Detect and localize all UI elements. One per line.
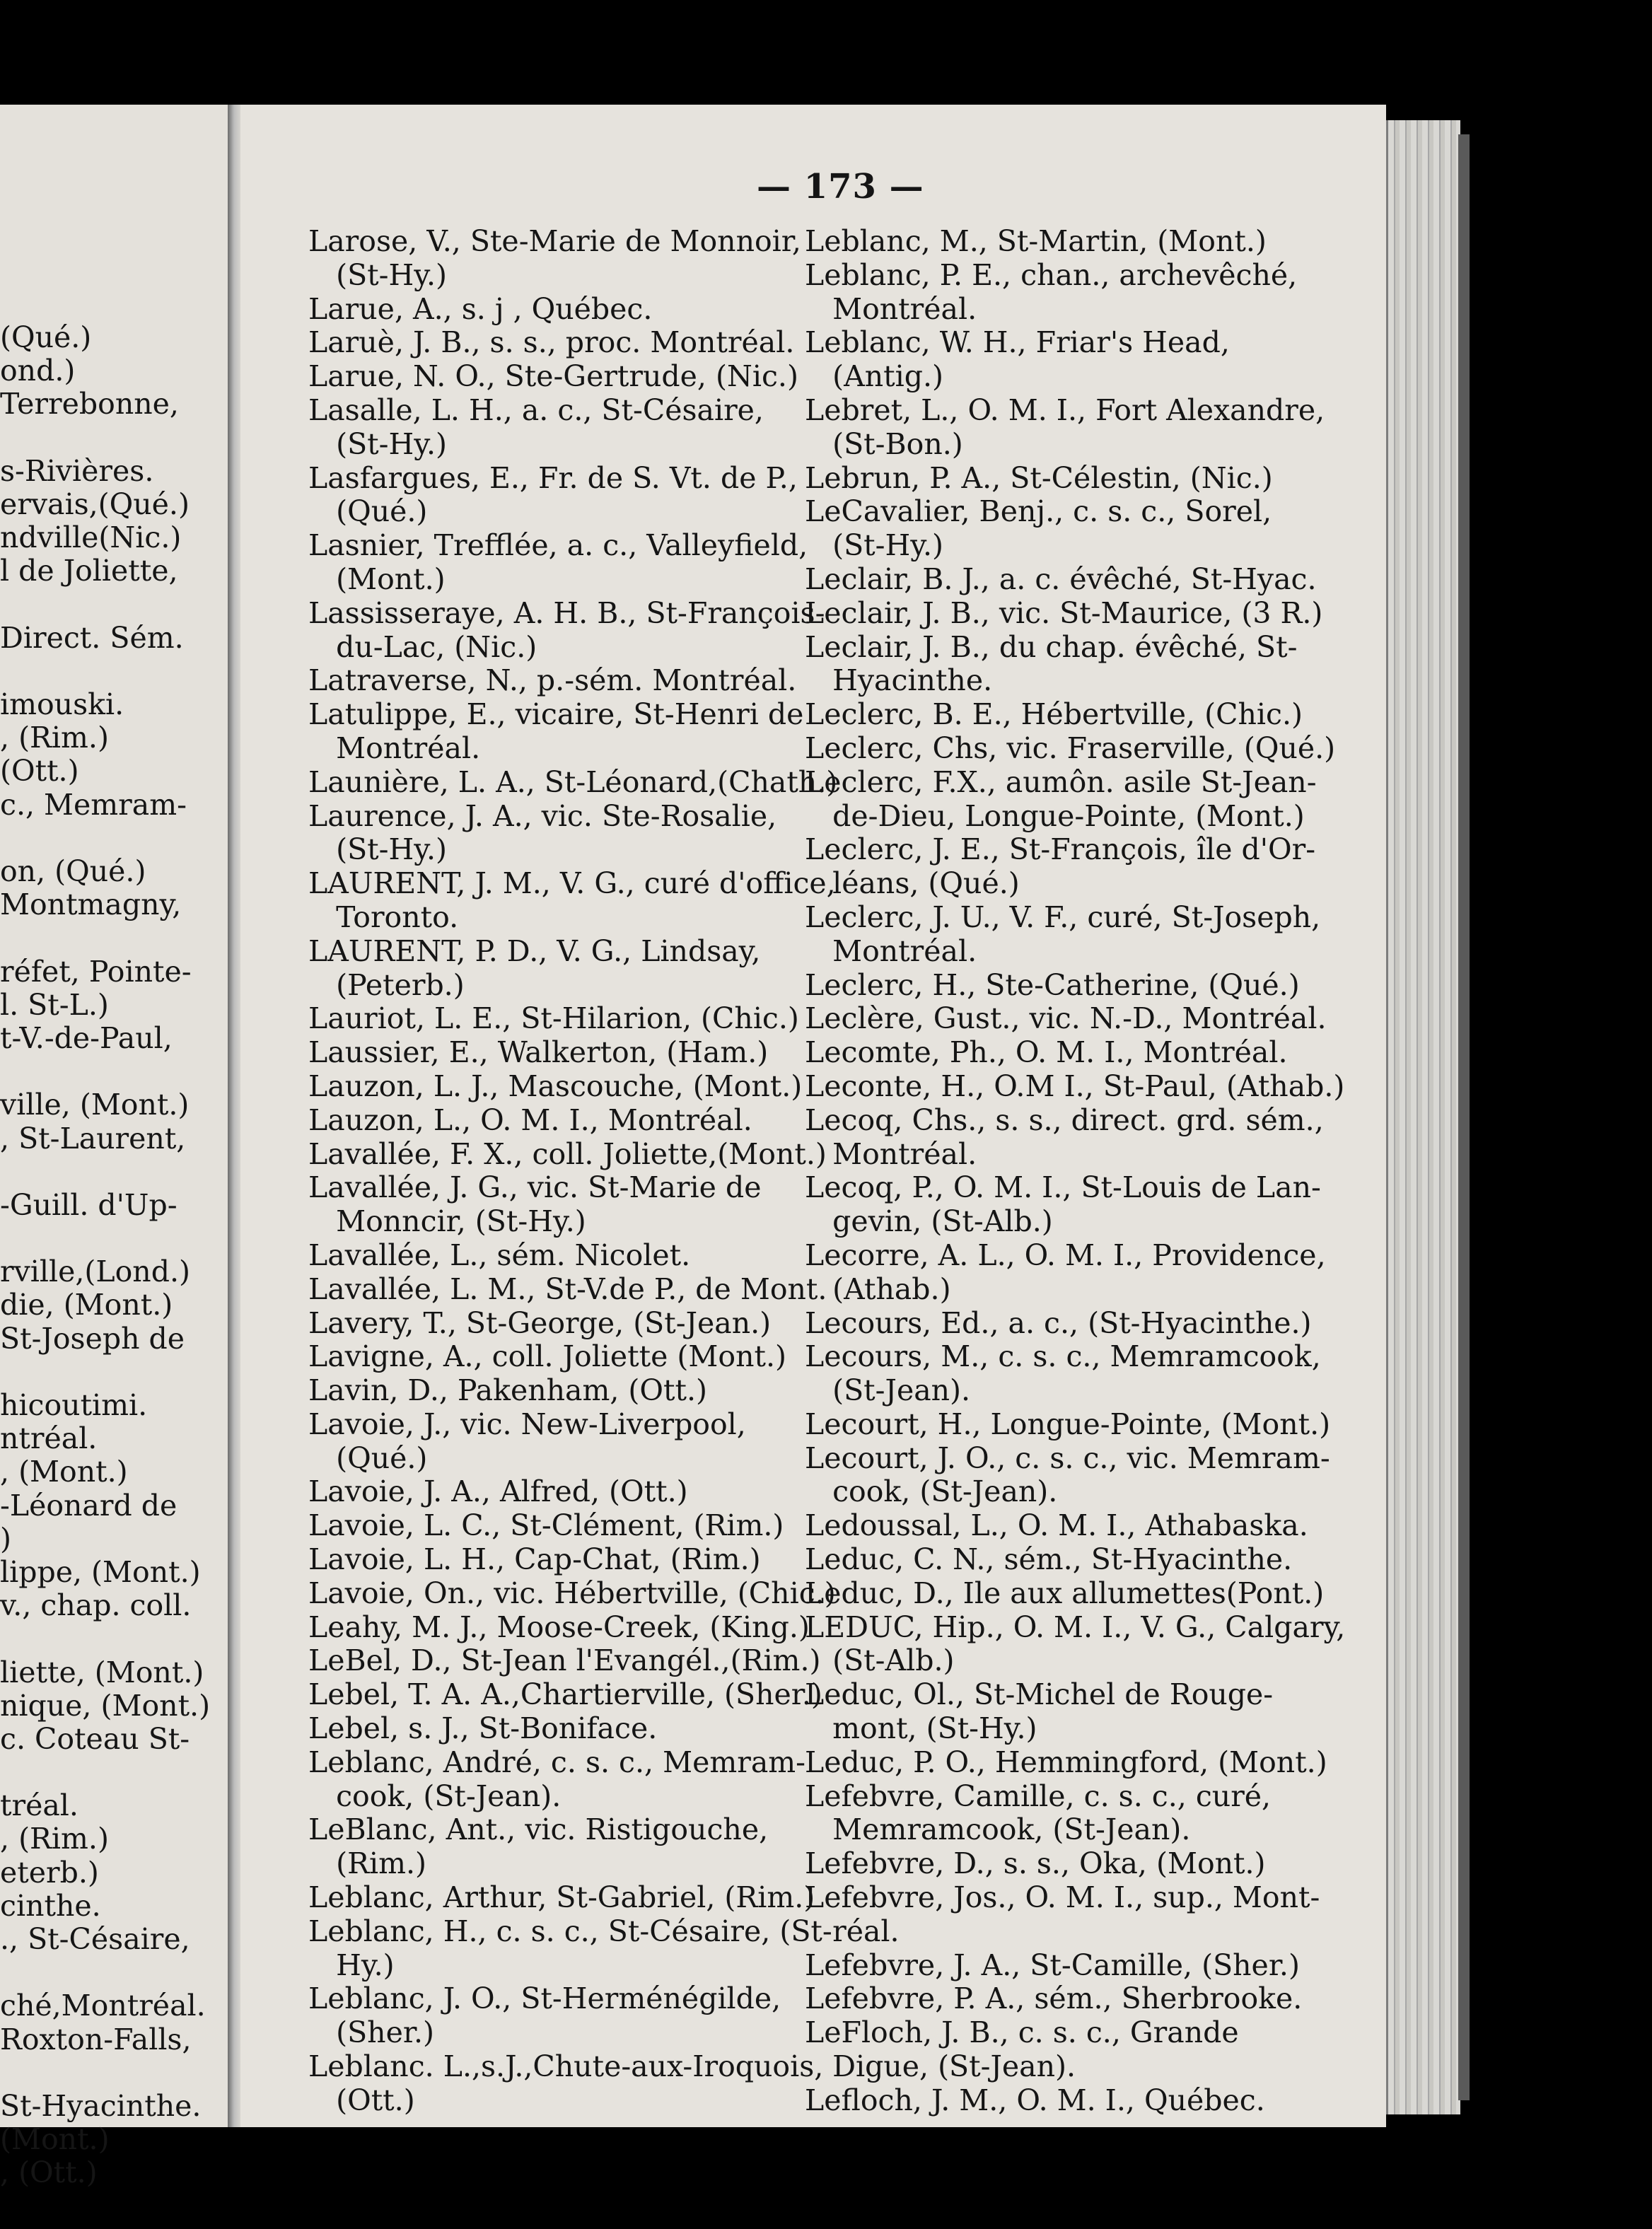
directory-entry-line: Lecomte, Ph., O. M. I., Montréal. [805, 1035, 1288, 1070]
directory-entry-line: Lecorre, A. L., O. M. I., Providence, [805, 1238, 1326, 1272]
left-fragment-line [0, 1222, 228, 1255]
directory-entry-line: (St-Hy.) [308, 257, 448, 292]
directory-entry-line: réal. [805, 1914, 900, 1948]
directory-entry-line: Lebrun, P. A., St-Célestin, (Nic.) [805, 460, 1273, 495]
directory-entry-line: Ledoussal, L., O. M. I., Athabaska. [805, 1508, 1308, 1543]
left-fragment-line: tréal. [0, 1788, 78, 1823]
directory-entry-line: Lecourt, H., Longue-Pointe, (Mont.) [805, 1407, 1331, 1441]
directory-entry-line: Lavallée, F. X., coll. Joliette,(Mont.) [308, 1136, 827, 1171]
directory-entry-line: Lasnier, Trefflée, a. c., Valleyfield, [308, 528, 808, 563]
left-fragment-line: die, (Mont.) [0, 1288, 173, 1322]
directory-entry-line: Lauriot, L. E., St-Hilarion, (Chic.) [308, 1001, 799, 1036]
directory-entry-line: Lefebvre, J. A., St-Camille, (Sher.) [805, 1948, 1300, 1982]
directory-entry-line: Leblanc. L.,s.J.,Chute-aux-Iroquois, [308, 2049, 824, 2084]
left-fragment-line: s-Rivières. [0, 453, 154, 488]
directory-entry-line: Lecoq, P., O. M. I., St-Louis de Lan- [805, 1170, 1321, 1205]
directory-entry-line: Lavigne, A., coll. Joliette (Mont.) [308, 1339, 786, 1374]
directory-entry-line: Leblanc, H., c. s. c., St-Césaire, (St- [308, 1914, 832, 1948]
directory-entry-line: LeCavalier, Benj., c. s. c., Sorel, [805, 494, 1272, 529]
directory-entry-line: LeBel, D., St-Jean l'Evangél.,(Rim.) [308, 1643, 821, 1678]
left-fragment-line [0, 1756, 228, 1789]
directory-entry-line: (Athab.) [805, 1271, 951, 1306]
directory-entry-line: Lefebvre, P. A., sém., Sherbrooke. [805, 1981, 1303, 2016]
directory-entry-line: LEDUC, Hip., O. M. I., V. G., Calgary, [805, 1610, 1346, 1644]
directory-entry-line: (Qué.) [308, 1441, 428, 1475]
directory-entry-line: Leclerc, Chs, vic. Fraserville, (Qué.) [805, 731, 1336, 765]
left-fragment-line: (Qué.) [0, 320, 92, 354]
directory-entry-line: Leblanc, J. O., St-Herménégilde, [308, 1981, 781, 2016]
directory-entry-line: Lavoie, On., vic. Hébertville, (Chic.) [308, 1576, 836, 1610]
left-fragment-line: lippe, (Mont.) [0, 1554, 201, 1589]
left-fragment-line: imouski. [0, 687, 124, 722]
page-edge-stack [1386, 120, 1460, 2114]
directory-entry-line: mont, (St-Hy.) [805, 1711, 1037, 1746]
directory-entry-line: gevin, (St-Alb.) [805, 1204, 1053, 1239]
left-fragment-line: ervais,(Qué.) [0, 487, 190, 521]
directory-entry-line: Lefebvre, Camille, c. s. c., curé, [805, 1779, 1272, 1813]
directory-entry-line: Launière, L. A., St-Léonard,(Chath.) [308, 764, 838, 799]
directory-entry-line: Latulippe, E., vicaire, St-Henri de [308, 697, 804, 732]
directory-entry-line: Lebel, T. A. A.,Chartierville, (Sher.) [308, 1677, 822, 1712]
directory-entry-line: Lavin, D., Pakenham, (Ott.) [308, 1373, 708, 1408]
left-fragment-line: (Ott.) [0, 754, 79, 788]
left-fragment-line: on, (Qué.) [0, 854, 146, 888]
directory-entry-line: (Rim.) [308, 1846, 426, 1881]
directory-entry-line: Lauzon, L., O. M. I., Montréal. [308, 1102, 752, 1137]
left-fragment-line: ché,Montréal. [0, 1989, 206, 2023]
directory-entry-line: Montréal. [805, 291, 977, 326]
directory-entry-line: LeFloch, J. B., c. s. c., Grande [805, 2015, 1239, 2050]
left-page-text-fragments [0, 321, 228, 2190]
directory-entry-line: LAURENT, J. M., V. G., curé d'office, [308, 866, 836, 901]
directory-entry-line: Leblanc, W. H., Friar's Head, [805, 325, 1230, 360]
directory-entry-line: Larose, V., Ste-Marie de Monnoir, [308, 224, 801, 258]
left-fragment-line: l de Joliette, [0, 554, 178, 588]
left-fragment-line: St-Hyacinthe. [0, 2088, 202, 2123]
left-fragment-line: t-V.-de-Paul, [0, 1020, 173, 1055]
directory-entry-line: Lavallée, J. G., vic. St-Marie de [308, 1170, 762, 1205]
left-fragment-line [0, 421, 228, 455]
directory-entry-line: Laussier, E., Walkerton, (Ham.) [308, 1035, 769, 1070]
directory-entry-line: Leblanc, Arthur, St-Gabriel, (Rim.) [308, 1880, 815, 1915]
left-fragment-line [0, 1956, 228, 1989]
directory-entry-line: Digue, (St-Jean). [805, 2049, 1076, 2084]
directory-entry-line: (St-Jean). [805, 1373, 971, 1408]
directory-entry-line: Lavallée, L. M., St-V.de P., de Mont. [308, 1271, 827, 1306]
left-fragment-line [0, 588, 228, 622]
directory-entry-line: Lavoie, J. A., Alfred, (Ott.) [308, 1474, 688, 1509]
left-fragment-line: , (Ott.) [0, 2155, 98, 2190]
left-fragment-line: v., chap. coll. [0, 1588, 192, 1623]
directory-entry-line: Lecourt, J. O., c. s. c., vic. Memram- [805, 1441, 1330, 1475]
left-fragment-line: nique, (Mont.) [0, 1688, 211, 1723]
left-fragment-line: ville, (Mont.) [0, 1088, 190, 1122]
left-fragment-line: rville,(Lond.) [0, 1255, 190, 1289]
directory-entry-line: Lefloch, J. M., O. M. I., Québec. [805, 2083, 1265, 2117]
left-fragment-line: Direct. Sém. [0, 620, 184, 655]
directory-entry-line: Leblanc, P. E., chan., archevêché, [805, 257, 1298, 292]
directory-entry-line: Lavoie, L. C., St-Clément, (Rim.) [308, 1508, 784, 1543]
directory-entry-line: Leahy, M. J., Moose-Creek, (King.) [308, 1610, 810, 1644]
directory-entry-line: Montréal. [805, 933, 977, 968]
directory-entry-line: (St-Hy.) [308, 832, 448, 867]
directory-entry-line: (St-Hy.) [308, 426, 448, 461]
directory-entry-line: Leduc, Ol., St-Michel de Rouge- [805, 1677, 1274, 1712]
book-gutter [228, 105, 240, 2127]
directory-entry-line: Montréal. [308, 731, 481, 765]
left-fragment-line: ., St-Césaire, [0, 1922, 190, 1956]
left-fragment-line: (Mont.) [0, 2122, 110, 2157]
left-fragment-line: hicoutimi. [0, 1388, 148, 1422]
directory-entry-line: Larue, N. O., Ste-Gertrude, (Nic.) [308, 359, 798, 394]
directory-entry-line: Leduc, C. N., sém., St-Hyacinthe. [805, 1542, 1293, 1577]
directory-entry-line: Lefebvre, Jos., O. M. I., sup., Mont- [805, 1880, 1320, 1915]
directory-entry-line: (Antig.) [805, 359, 943, 394]
directory-entry-line: Montréal. [805, 1136, 977, 1171]
left-fragment-line: St-Joseph de [0, 1321, 185, 1356]
directory-column-left [308, 224, 838, 2118]
left-fragment-line: -Guill. d'Up- [0, 1187, 178, 1222]
left-fragment-line: réfet, Pointe- [0, 954, 192, 989]
directory-entry-line: Lassisseraye, A. H. B., St-François- [308, 595, 825, 630]
directory-entry-line: Memramcook, (St-Jean). [805, 1812, 1191, 1847]
directory-entry-line: Lavery, T., St-George, (St-Jean.) [308, 1305, 772, 1340]
directory-entry-line: Leblanc, M., St-Martin, (Mont.) [805, 224, 1267, 258]
left-fragment-line: Terrebonne, [0, 387, 179, 421]
left-fragment-line [0, 1622, 228, 1655]
directory-entry-line: Leclerc, B. E., Hébertville, (Chic.) [805, 697, 1303, 732]
directory-entry-line: de-Dieu, Longue-Pointe, (Mont.) [805, 798, 1305, 833]
left-page [0, 105, 228, 2190]
directory-entry-line: (Qué.) [308, 494, 428, 529]
directory-column-right [805, 224, 1346, 2118]
directory-entry-line: Laurence, J. A., vic. Ste-Rosalie, [308, 798, 777, 833]
directory-entry-line: (Ott.) [308, 2083, 415, 2117]
left-fragment-line: c. Coteau St- [0, 1721, 190, 1756]
directory-entry-line: Leclerc, J. U., V. F., curé, St-Joseph, [805, 900, 1321, 934]
directory-entry-line: Leduc, D., Ile aux allumettes(Pont.) [805, 1576, 1325, 1610]
left-fragment-line: ond.) [0, 354, 76, 388]
directory-entry-line: du-Lac, (Nic.) [308, 629, 537, 664]
directory-entry-line: Lavoie, L. H., Cap-Chat, (Rim.) [308, 1542, 761, 1577]
left-fragment-line [0, 921, 228, 955]
directory-entry-line: cook, (St-Jean). [805, 1474, 1058, 1509]
directory-entry-line: Lavoie, J., vic. New-Liverpool, [308, 1407, 746, 1441]
left-fragment-line: , (Rim.) [0, 721, 109, 755]
directory-entry-line: Laruè, J. B., s. s., proc. Montréal. [308, 325, 795, 360]
directory-entry-line: cook, (St-Jean). [308, 1779, 562, 1813]
left-fragment-line: Roxton-Falls, [0, 2022, 192, 2056]
directory-entry-line: Larue, A., s. j , Québec. [308, 291, 653, 326]
directory-entry-line: Hy.) [308, 1948, 395, 1982]
left-fragment-line: -Léonard de [0, 1488, 178, 1523]
directory-entry-line: Leduc, P. O., Hemmingford, (Mont.) [805, 1745, 1327, 1779]
directory-entry-line: Leconte, H., O.M I., St-Paul, (Athab.) [805, 1069, 1345, 1103]
directory-entry-line: Leblanc, André, c. s. c., Memram- [308, 1745, 806, 1779]
directory-entry-line: (Mont.) [308, 561, 446, 596]
directory-entry-line: (St-Alb.) [805, 1643, 955, 1678]
directory-entry-line: Lavallée, L., sém. Nicolet. [308, 1238, 691, 1272]
left-fragment-line: , (Mont.) [0, 1455, 128, 1489]
directory-entry-line: léans, (Qué.) [805, 866, 1020, 901]
directory-entry-line: Latraverse, N., p.-sém. Montréal. [308, 663, 797, 698]
left-fragment-line: , St-Laurent, [0, 1121, 186, 1156]
left-fragment-line: Montmagny, [0, 887, 182, 922]
directory-entry-line: Leclerc, J. E., St-François, île d'Or- [805, 832, 1316, 867]
directory-entry-line: Monncir, (St-Hy.) [308, 1204, 586, 1239]
directory-entry-line: (St-Hy.) [805, 528, 944, 563]
directory-entry-line: Leclair, J. B., vic. St-Maurice, (3 R.) [805, 595, 1323, 630]
left-fragment-line: l. St-L.) [0, 987, 109, 1022]
left-fragment-line: eterb.) [0, 1855, 99, 1890]
left-fragment-line [0, 1356, 228, 1389]
directory-entry-line: Lecours, Ed., a. c., (St-Hyacinthe.) [805, 1305, 1312, 1340]
left-fragment-line: c., Memram- [0, 787, 187, 822]
directory-entry-line: Lefebvre, D., s. s., Oka, (Mont.) [805, 1846, 1266, 1881]
directory-entry-line: Lasalle, L. H., a. c., St-Césaire, [308, 392, 764, 427]
left-fragment-line: cinthe. [0, 1888, 101, 1923]
directory-entry-line: Lecoq, Chs., s. s., direct. grd. sém., [805, 1102, 1324, 1137]
directory-entry-line: Lebret, L., O. M. I., Fort Alexandre, [805, 392, 1325, 427]
directory-entry-line: Leclair, J. B., du chap. évêché, St- [805, 629, 1298, 664]
directory-entry-line: (Sher.) [308, 2015, 434, 2050]
directory-entry-line: Lauzon, L. J., Mascouche, (Mont.) [308, 1069, 803, 1103]
directory-entry-line: (St-Bon.) [805, 426, 963, 461]
directory-entry-line: Lecours, M., c. s. c., Memramcook, [805, 1339, 1321, 1374]
directory-entry-line: Hyacinthe. [805, 663, 993, 698]
left-fragment-line: , (Rim.) [0, 1822, 109, 1856]
directory-entry-line: Lasfargues, E., Fr. de S. Vt. de P., [308, 460, 798, 495]
directory-entry-line: LeBlanc, Ant., vic. Ristigouche, [308, 1812, 769, 1847]
directory-entry-line: Leclère, Gust., vic. N.-D., Montréal. [805, 1001, 1327, 1036]
directory-entry-line: Leclair, B. J., a. c. évêché, St-Hyac. [805, 561, 1317, 596]
left-fragment-line [0, 655, 228, 688]
left-fragment-line: ndville(Nic.) [0, 520, 182, 555]
left-fragment-line [0, 1055, 228, 1088]
directory-entry-line: (Peterb.) [308, 967, 465, 1002]
directory-entry-line: Leclerc, H., Ste-Catherine, (Qué.) [805, 967, 1300, 1002]
directory-entry-line: Leclerc, F.X., aumôn. asile St-Jean- [805, 764, 1317, 799]
left-fragment-line: ntréal. [0, 1421, 98, 1456]
left-fragment-line [0, 822, 228, 855]
left-fragment-line: liette, (Mont.) [0, 1655, 204, 1689]
left-fragment-line [0, 2056, 228, 2090]
left-fragment-line [0, 1156, 228, 1189]
page-number: — 173 — [757, 167, 924, 206]
directory-entry-line: LAURENT, P. D., V. G., Lindsay, [308, 933, 761, 968]
page-shadow [1458, 134, 1470, 2100]
directory-entry-line: Lebel, s. J., St-Boniface. [308, 1711, 658, 1746]
left-fragment-line: ) [0, 1521, 11, 1556]
directory-entry-line: Toronto. [308, 900, 459, 934]
